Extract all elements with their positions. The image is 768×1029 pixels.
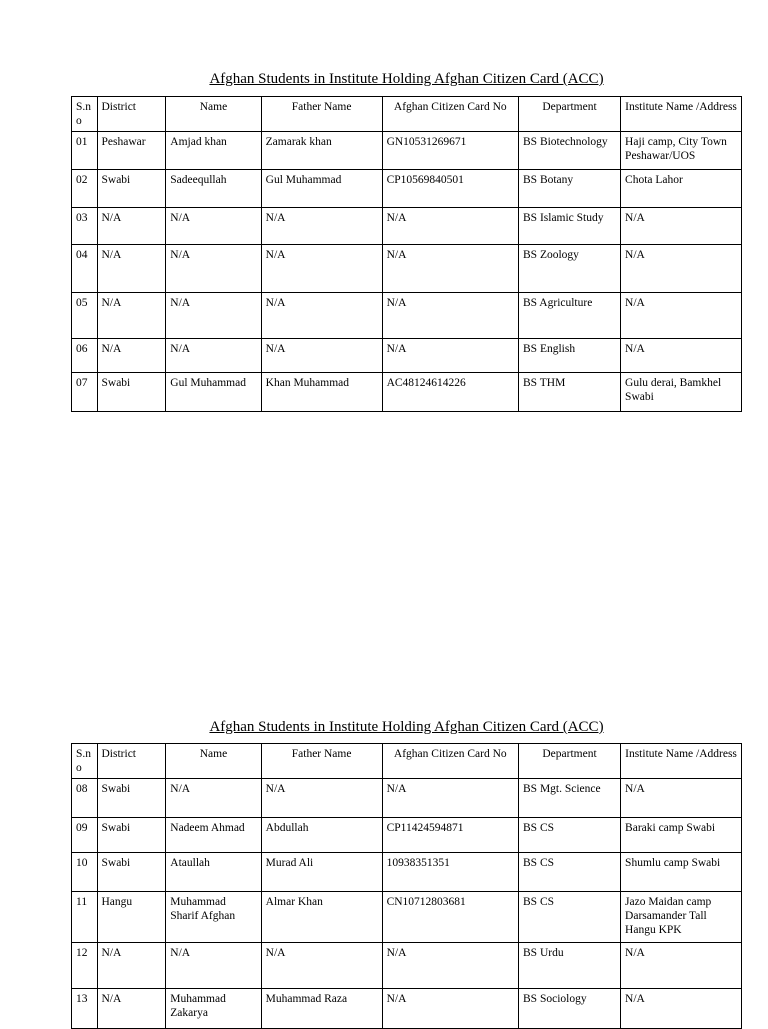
header-district: District xyxy=(97,97,166,132)
cell-department: BS CS xyxy=(519,818,621,853)
cell-sno: 12 xyxy=(72,943,98,989)
cell-district: Hangu xyxy=(97,892,166,943)
cell-sno: 11 xyxy=(72,892,98,943)
cell-card-no: AC48124614226 xyxy=(382,373,518,412)
cell-department: BS Biotechnology xyxy=(519,132,621,170)
cell-department: BS Botany xyxy=(519,170,621,208)
cell-father-name: N/A xyxy=(261,779,382,818)
cell-sno: 10 xyxy=(72,853,98,892)
cell-district: Peshawar xyxy=(97,132,166,170)
cell-father-name: Murad Ali xyxy=(261,853,382,892)
cell-name: Nadeem Ahmad xyxy=(166,818,261,853)
cell-district: Swabi xyxy=(97,853,166,892)
header-name: Name xyxy=(166,744,261,779)
cell-department: BS Islamic Study xyxy=(519,208,621,245)
cell-card-no: CN10712803681 xyxy=(382,892,518,943)
cell-sno: 03 xyxy=(72,208,98,245)
cell-card-no: N/A xyxy=(382,245,518,293)
cell-name: N/A xyxy=(166,245,261,293)
cell-institute: Gulu derai, Bamkhel Swabi xyxy=(621,373,742,412)
cell-department: BS CS xyxy=(519,853,621,892)
header-name: Name xyxy=(166,97,261,132)
header-father-name: Father Name xyxy=(261,744,382,779)
header-father-name: Father Name xyxy=(261,97,382,132)
cell-card-no: N/A xyxy=(382,943,518,989)
cell-sno: 05 xyxy=(72,293,98,339)
header-institute: Institute Name /Address xyxy=(621,97,742,132)
table-row xyxy=(72,779,742,818)
table-row xyxy=(72,170,742,208)
cell-name: N/A xyxy=(166,943,261,989)
cell-name: Muhammad Sharif Afghan xyxy=(166,892,261,943)
cell-department: BS English xyxy=(519,339,621,373)
cell-district: Swabi xyxy=(97,818,166,853)
cell-sno: 04 xyxy=(72,245,98,293)
cell-father-name: Muhammad Raza xyxy=(261,989,382,1029)
cell-card-no: N/A xyxy=(382,339,518,373)
cell-institute: Shumlu camp Swabi xyxy=(621,853,742,892)
cell-department: BS Sociology xyxy=(519,989,621,1029)
cell-father-name: N/A xyxy=(261,339,382,373)
table-row xyxy=(72,245,742,293)
cell-name: N/A xyxy=(166,339,261,373)
section-title: Afghan Students in Institute Holding Afghan Citizen Card (ACC) xyxy=(209,719,604,735)
cell-district: N/A xyxy=(97,245,166,293)
cell-card-no: 10938351351 xyxy=(382,853,518,892)
cell-department: BS Agriculture xyxy=(519,293,621,339)
cell-name: Muhammad Zakarya xyxy=(166,989,261,1029)
table-row xyxy=(72,892,742,943)
table-row xyxy=(72,339,742,373)
header-card-no: Afghan Citizen Card No xyxy=(382,97,518,132)
cell-card-no: CP10569840501 xyxy=(382,170,518,208)
cell-department: BS CS xyxy=(519,892,621,943)
header-department: Department xyxy=(519,744,621,779)
cell-card-no: N/A xyxy=(382,293,518,339)
cell-institute: N/A xyxy=(621,293,742,339)
header-row xyxy=(72,744,742,779)
cell-father-name: Khan Muhammad xyxy=(261,373,382,412)
table-row xyxy=(72,293,742,339)
cell-institute: N/A xyxy=(621,779,742,818)
cell-district: N/A xyxy=(97,208,166,245)
cell-card-no: CP11424594871 xyxy=(382,818,518,853)
header-institute: Institute Name /Address xyxy=(621,744,742,779)
cell-district: Swabi xyxy=(97,779,166,818)
cell-name: N/A xyxy=(166,293,261,339)
cell-father-name: Abdullah xyxy=(261,818,382,853)
table-row xyxy=(72,989,742,1029)
cell-father-name: Almar Khan xyxy=(261,892,382,943)
cell-institute: N/A xyxy=(621,339,742,373)
cell-father-name: N/A xyxy=(261,943,382,989)
cell-father-name: Gul Muhammad xyxy=(261,170,382,208)
cell-card-no: N/A xyxy=(382,989,518,1029)
cell-department: BS Zoology xyxy=(519,245,621,293)
header-district: District xyxy=(97,744,166,779)
table-row xyxy=(72,818,742,853)
header-department: Department xyxy=(519,97,621,132)
cell-name: N/A xyxy=(166,779,261,818)
cell-institute: Chota Lahor xyxy=(621,170,742,208)
header-sno: S.no xyxy=(72,744,98,779)
cell-district: N/A xyxy=(97,293,166,339)
cell-name: N/A xyxy=(166,208,261,245)
cell-institute: Baraki camp Swabi xyxy=(621,818,742,853)
students-table xyxy=(71,96,742,412)
table-row xyxy=(72,853,742,892)
table-row xyxy=(72,943,742,989)
cell-name: Gul Muhammad xyxy=(166,373,261,412)
cell-department: BS Urdu xyxy=(519,943,621,989)
cell-name: Sadeequllah xyxy=(166,170,261,208)
cell-card-no: N/A xyxy=(382,779,518,818)
cell-father-name: N/A xyxy=(261,245,382,293)
cell-card-no: GN10531269671 xyxy=(382,132,518,170)
cell-card-no: N/A xyxy=(382,208,518,245)
cell-department: BS Mgt. Science xyxy=(519,779,621,818)
cell-district: N/A xyxy=(97,943,166,989)
cell-sno: 06 xyxy=(72,339,98,373)
cell-district: Swabi xyxy=(97,170,166,208)
cell-district: Swabi xyxy=(97,373,166,412)
cell-father-name: N/A xyxy=(261,208,382,245)
cell-sno: 07 xyxy=(72,373,98,412)
cell-district: N/A xyxy=(97,339,166,373)
cell-sno: 02 xyxy=(72,170,98,208)
cell-department: BS THM xyxy=(519,373,621,412)
cell-sno: 13 xyxy=(72,989,98,1029)
table-row xyxy=(72,132,742,170)
cell-name: Ataullah xyxy=(166,853,261,892)
cell-sno: 09 xyxy=(72,818,98,853)
header-card-no: Afghan Citizen Card No xyxy=(382,744,518,779)
header-row xyxy=(72,97,742,132)
table-row xyxy=(72,373,742,412)
cell-institute: N/A xyxy=(621,989,742,1029)
cell-institute: Haji camp, City Town Peshawar/UOS xyxy=(621,132,742,170)
cell-district: N/A xyxy=(97,989,166,1029)
cell-institute: Jazo Maidan camp Darsamander Tall Hangu KPK xyxy=(621,892,742,943)
table-row xyxy=(72,208,742,245)
cell-institute: N/A xyxy=(621,943,742,989)
cell-sno: 08 xyxy=(72,779,98,818)
cell-institute: N/A xyxy=(621,245,742,293)
cell-name: Amjad khan xyxy=(166,132,261,170)
header-sno: S.no xyxy=(72,97,98,132)
cell-father-name: Zamarak khan xyxy=(261,132,382,170)
cell-institute: N/A xyxy=(621,208,742,245)
section-title: Afghan Students in Institute Holding Afghan Citizen Card (ACC) xyxy=(209,71,604,87)
cell-sno: 01 xyxy=(72,132,98,170)
students-table xyxy=(71,743,742,1029)
cell-father-name: N/A xyxy=(261,293,382,339)
